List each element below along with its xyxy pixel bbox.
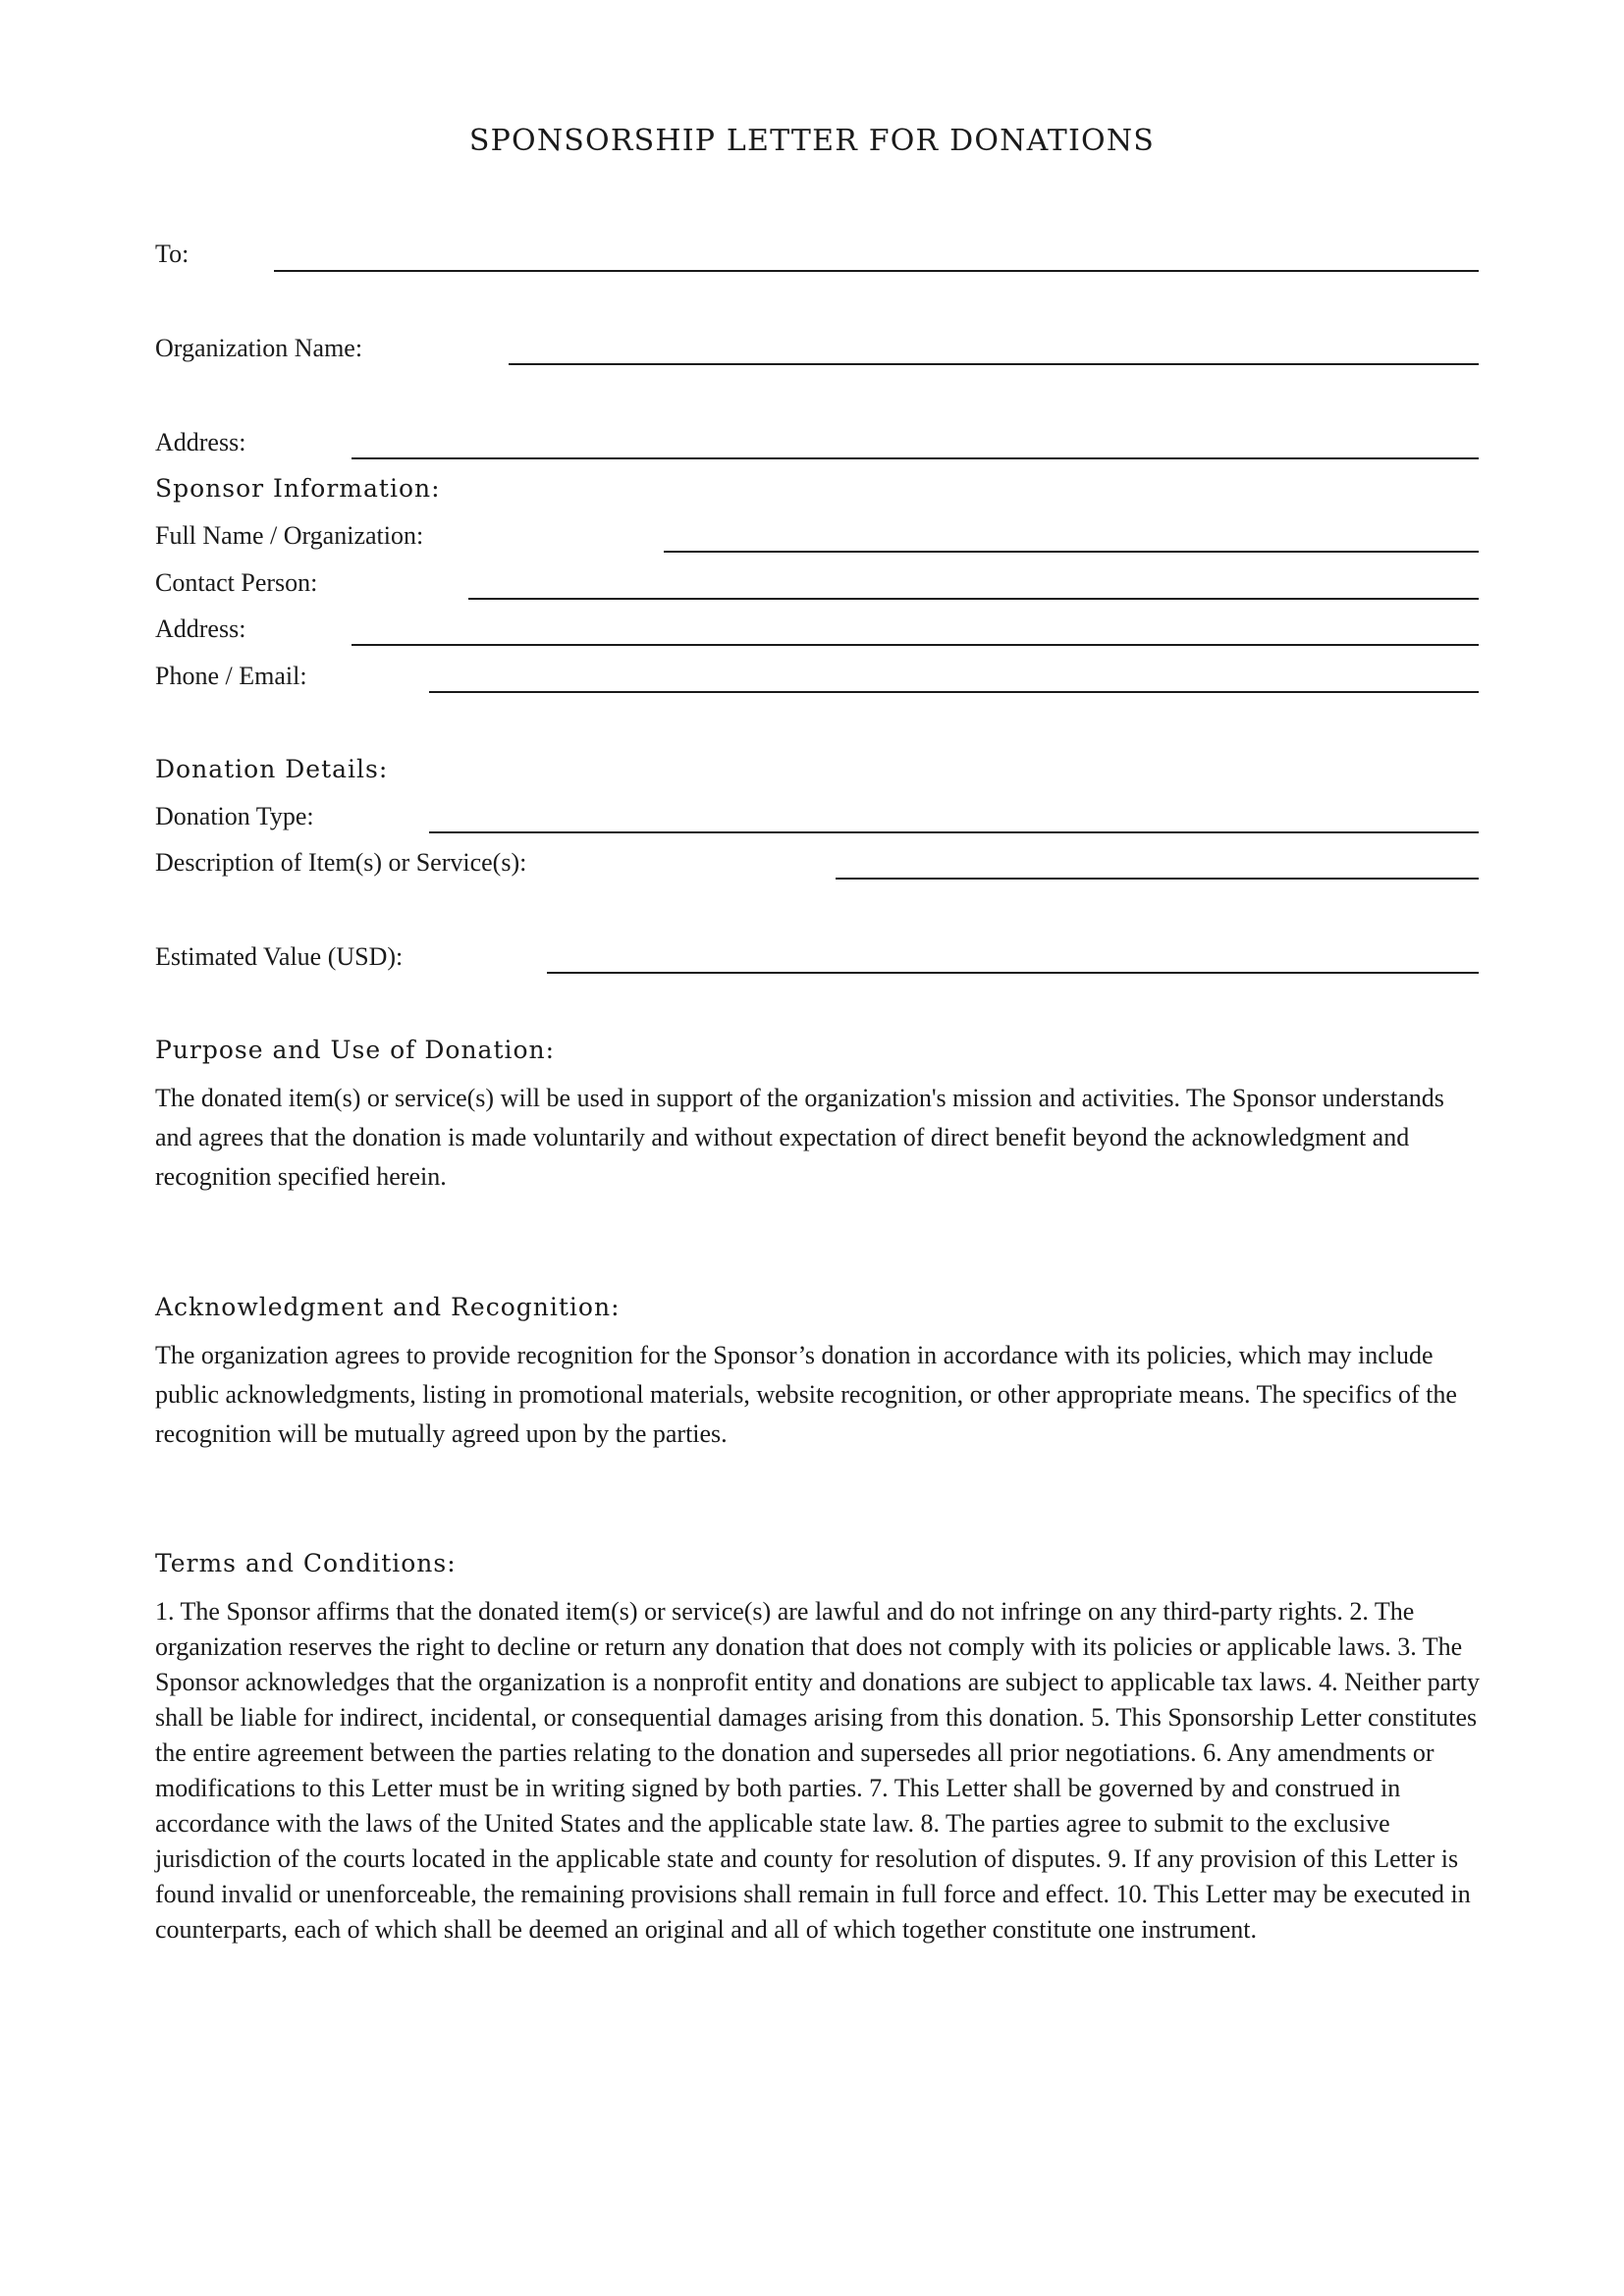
terms-heading: Terms and Conditions:	[155, 1549, 457, 1577]
description-label: Description of Item(s) or Service(s):	[155, 848, 527, 877]
organization-name-label: Organization Name:	[155, 334, 363, 362]
acknowledgment-heading: Acknowledgment and Recognition:	[155, 1293, 621, 1321]
sponsor-address-field[interactable]	[352, 644, 1479, 646]
contact-person-field[interactable]	[468, 598, 1479, 600]
donation-type-label: Donation Type:	[155, 802, 314, 830]
sponsor-full-name-field[interactable]	[664, 551, 1479, 553]
purpose-heading: Purpose and Use of Donation:	[155, 1036, 556, 1064]
estimated-value-label: Estimated Value (USD):	[155, 942, 404, 971]
organization-name-field[interactable]	[509, 363, 1479, 365]
estimated-value-field[interactable]	[547, 972, 1479, 974]
phone-email-field[interactable]	[429, 691, 1479, 693]
to-field[interactable]	[274, 270, 1479, 272]
sponsor-information-heading: Sponsor Information:	[155, 474, 441, 503]
sponsor-address-label: Address:	[155, 614, 246, 643]
purpose-paragraph: The donated item(s) or service(s) will be used in support of the organization's mission and activities. The Sponsor understands and agrees that the donation is made voluntarily and without expectation of direct benefit beyond the acknowledgment and recognition specified herein.	[155, 1084, 1444, 1191]
recipient-address-label: Address:	[155, 428, 246, 456]
acknowledgment-paragraph: The organization agrees to provide recognition for the Sponsor’s donation in accordance with its policies, which may include public acknowledgments, listing in promotional materials, website recognition, or other appropriate means. The specifics of the recognition will be mutually agreed upon by the parties.	[155, 1341, 1457, 1448]
document-title: SPONSORSHIP LETTER FOR DONATIONS	[468, 124, 1156, 158]
phone-email-label: Phone / Email:	[155, 662, 307, 690]
description-field[interactable]	[836, 878, 1479, 880]
recipient-address-field[interactable]	[352, 457, 1479, 459]
sponsor-full-name-label: Full Name / Organization:	[155, 521, 424, 550]
contact-person-label: Contact Person:	[155, 568, 318, 597]
to-label: To:	[155, 240, 189, 268]
donation-details-heading: Donation Details:	[155, 755, 389, 783]
donation-type-field[interactable]	[429, 831, 1479, 833]
terms-paragraph: 1. The Sponsor affirms that the donated item(s) or service(s) are lawful and do not infringe on any third-party rights. 2. The organization reserves the right to decline or return any donation that does not comply with its policies or applicable laws. 3. The Sponsor acknowledges that the organization is a nonprofit entity and donations are subject to applicable tax laws. 4. Neither party shall be liable for indirect, incidental, or consequential damages arising from this donation. 5. This Sponsorship Letter constitutes the entire agreement between the parties relating to the donation and supersedes all prior negotiations. 6. Any amendments or modifications to this Letter must be in writing signed by both parties. 7. This Letter shall be governed by and construed in accordance with the laws of the United States and the applicable state law. 8. The parties agree to submit to the exclusive jurisdiction of the courts located in the applicable state and county for resolution of disputes. 9. If any provision of this Letter is found invalid or unenforceable, the remaining provisions shall remain in full force and effect. 10. This Letter may be executed in counterparts, each of which shall be deemed an original and all of which together constitute one instrument.	[155, 1597, 1480, 1944]
